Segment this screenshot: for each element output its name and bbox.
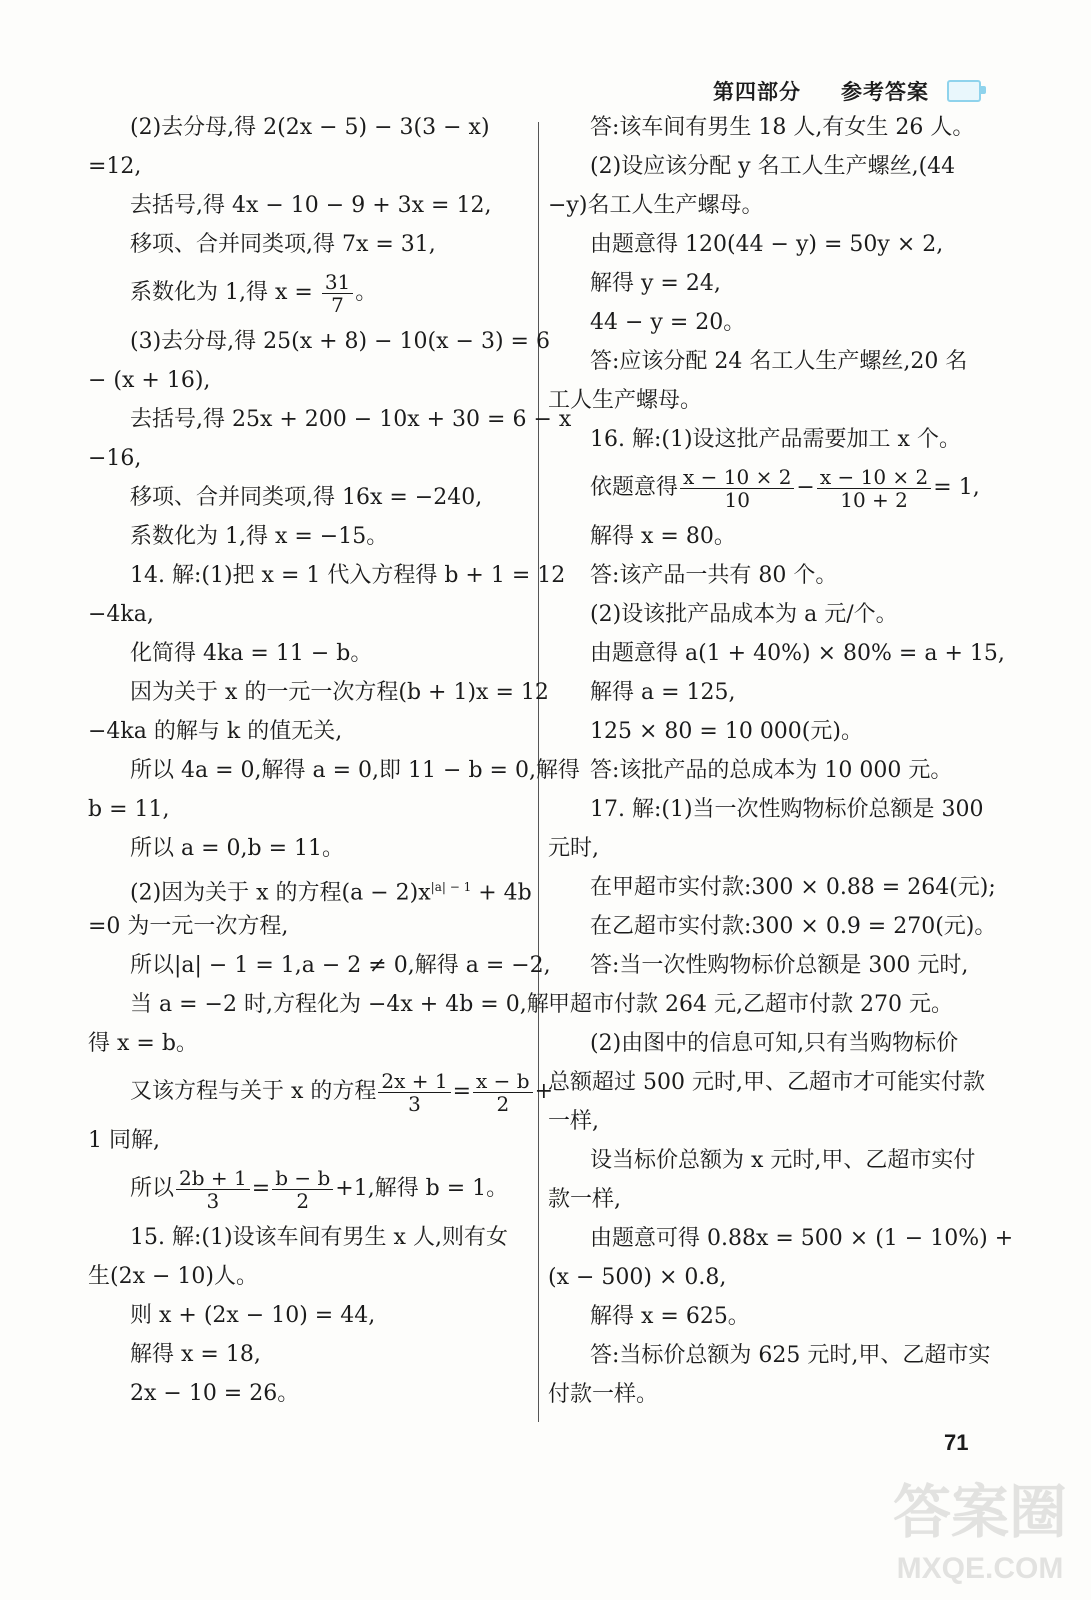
text-line: 由题意得 a(1 + 40%) × 80% = a + 15, [590,641,1005,666]
text-line: 一样, [548,1109,599,1134]
text-line: 所以|a| − 1 = 1,a − 2 ≠ 0,解得 a = −2, [130,953,551,978]
watermark-url: MXQE.COM [896,1552,1064,1585]
text-span: 所以 [130,1176,175,1201]
text-line: −4ka 的解与 k 的值无关, [88,719,343,744]
text-span: = [251,1176,271,1201]
fraction [473,1070,533,1115]
text-line: 去括号,得 4x − 10 − 9 + 3x = 12, [130,193,492,218]
text-line: 化简得 4ka = 11 − b。 [130,641,373,666]
denominator: 2 [296,1188,310,1213]
text-line: −y)名工人生产螺母。 [548,193,764,218]
denominator: 2 [496,1091,510,1116]
text-line: 解得 x = 80。 [590,524,736,549]
text-span: 。 [355,280,378,305]
text-line: −16, [88,446,142,471]
text-span: + 4b [471,880,532,906]
text-line: 答:当标价总额为 625 元时,甲、乙超市实 [590,1343,991,1368]
text-span: = [452,1079,472,1104]
text-line: 设当标价总额为 x 元时,甲、乙超市实付 [590,1148,976,1173]
text-line: 2x − 10 = 26。 [130,1381,300,1406]
text-line: 由题意可得 0.88x = 500 × (1 − 10%) + [590,1226,1014,1251]
text-line: 甲超市付款 264 元,乙超市付款 270 元。 [548,992,953,1017]
text-line: (2)设应该分配 y 名工人生产螺丝,(44 [590,154,956,179]
right-column [548,108,1014,1414]
text-line: (3)去分母,得 25(x + 8) − 10(x − 3) = 6 [130,329,550,354]
text-line [88,868,532,907]
text-line: (2)设该批产品成本为 a 元/个。 [590,602,898,627]
page-header [713,76,981,106]
text-line: 移项、合并同类项,得 7x = 31, [130,232,436,257]
text-line: 1 同解, [88,1128,160,1153]
text-line: 生(2x − 10)人。 [88,1264,258,1289]
text-line: 当 a = −2 时,方程化为 −4x + 4b = 0,解 [130,992,549,1017]
text-line: 在乙超市实付款:300 × 0.9 = 270(元)。 [590,914,997,939]
fraction [322,271,353,316]
text-line: 16. 解:(1)设这批产品需要加工 x 个。 [590,427,961,452]
text-span: + [534,1079,554,1104]
watermark-text: 答案圈 [892,1478,1068,1546]
text-line: 答:该产品一共有 80 个。 [590,563,838,588]
text-line: 答:应该分配 24 名工人生产螺丝,20 名 [590,349,968,374]
text-line: 总额超过 500 元时,甲、乙超市才可能实付款 [548,1070,985,1095]
text-line: =12, [88,154,142,179]
text-line [88,1063,554,1121]
text-line: 付款一样。 [548,1382,659,1407]
text-line: 答:该车间有男生 18 人,有女生 26 人。 [590,115,975,140]
text-line: (2)去分母,得 2(2x − 5) − 3(3 − x) [130,115,490,140]
text-line: 元时, [548,836,599,861]
numerator: 31 [322,271,353,294]
denominator: 3 [408,1091,421,1116]
fraction [378,1070,450,1115]
text-span: 又该方程与关于 x 的方程 [130,1079,377,1104]
fraction [680,466,794,511]
text-line [88,264,523,322]
numerator: x − b [473,1070,533,1093]
page-number: 71 [944,1430,969,1455]
text-line: b = 11, [88,797,170,822]
numerator: x − 10 × 2 [817,466,931,489]
numerator: b − b [272,1167,333,1190]
text-line: 44 − y = 20。 [590,310,746,335]
watermark-logo [880,1460,1080,1590]
text-line: 在甲超市实付款:300 × 0.88 = 264(元); [590,875,996,900]
text-line: 系数化为 1,得 x = −15。 [130,524,389,549]
text-line: =0 为一元一次方程, [88,914,289,939]
text-line: 款一样, [548,1187,621,1212]
text-span: = 1, [933,475,980,500]
numerator: 2x + 1 [378,1070,450,1093]
denominator: 10 [724,487,750,512]
text-line: 17. 解:(1)当一次性购物标价总额是 300 [590,797,984,822]
text-line: 工人生产螺母。 [548,388,703,413]
text-line: 解得 a = 125, [590,680,736,705]
text-line: 得 x = b。 [88,1031,198,1056]
numerator: x − 10 × 2 [680,466,794,489]
text-line: 答:该批产品的总成本为 10 000 元。 [590,758,953,783]
fraction [817,466,931,511]
text-span: 依题意得 [590,475,679,500]
text-line: 14. 解:(1)把 x = 1 代入方程得 b + 1 = 12 [130,563,566,588]
text-line: 所以 4a = 0,解得 a = 0,即 11 − b = 0,解得 [130,758,580,783]
text-line [88,1160,523,1218]
text-line: 答:当一次性购物标价总额是 300 元时, [590,953,969,978]
text-line: 15. 解:(1)设该车间有男生 x 人,则有女 [130,1225,508,1250]
text-line: 由题意得 120(44 − y) = 50y × 2, [590,232,944,257]
section-label: 第四部分 [713,79,801,104]
text-span: (2)因为关于 x 的方程(a − 2)x [130,880,431,906]
text-line: 所以 a = 0,b = 11。 [130,836,345,861]
text-line: (2)由图中的信息可知,只有当购物标价 [590,1031,959,1056]
denominator: 10 + 2 [840,487,908,512]
exponent: |a| − 1 [430,880,472,894]
text-line: 125 × 80 = 10 000(元)。 [590,719,863,744]
text-line: − (x + 16), [88,368,211,393]
denominator: 7 [331,292,344,317]
text-line: 解得 y = 24, [590,271,721,296]
text-line: 解得 x = 625。 [590,1304,750,1329]
text-span: +1,解得 b = 1。 [335,1176,509,1201]
battery-icon [947,80,981,102]
text-span: 系数化为 1,得 x = [130,280,313,305]
header-title: 参考答案 [841,79,929,104]
text-line: (x − 500) × 0.8, [548,1265,727,1290]
fraction [272,1167,333,1212]
text-span: − [796,475,815,500]
text-line: 因为关于 x 的一元一次方程(b + 1)x = 12 [130,680,549,705]
text-line: 则 x + (2x − 10) = 44, [130,1303,376,1328]
text-line [548,459,990,517]
text-line: 解得 x = 18, [130,1342,261,1367]
text-line: 移项、合并同类项,得 16x = −240, [130,485,483,510]
text-line: 去括号,得 25x + 200 − 10x + 30 = 6 − x [130,407,572,432]
text-line: −4ka, [88,602,154,627]
numerator: 2b + 1 [176,1167,250,1190]
denominator: 3 [206,1188,220,1213]
fraction [176,1167,250,1212]
